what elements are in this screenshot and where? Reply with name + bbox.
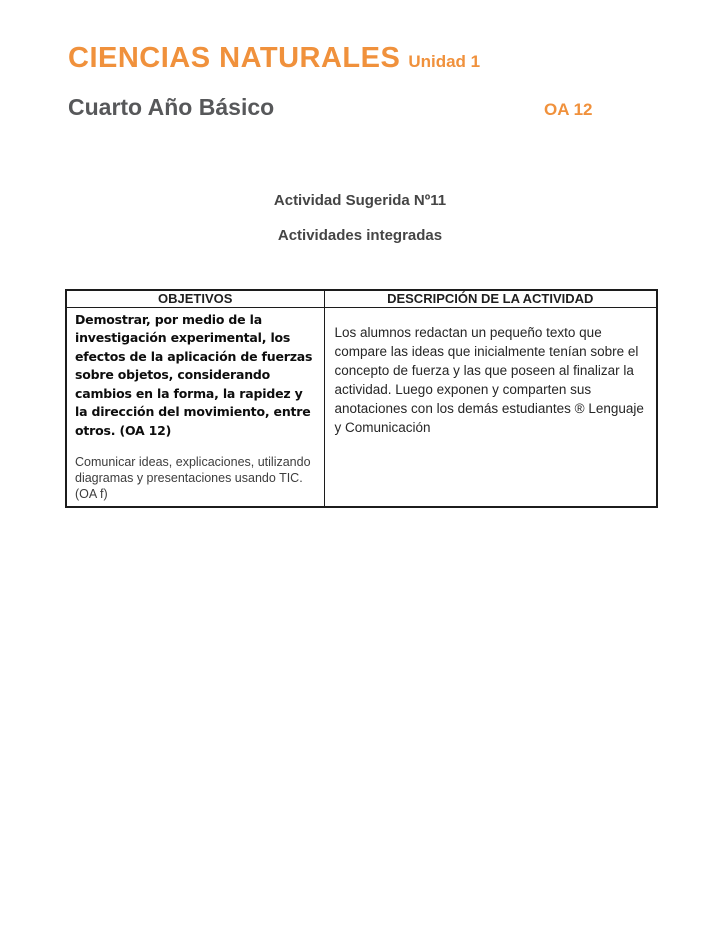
document-header <box>68 42 480 75</box>
table-body-row <box>66 307 657 507</box>
column-header-descripcion: DESCRIPCIÓN DE LA ACTIVIDAD <box>324 290 657 307</box>
unit-label: Unidad 1 <box>408 52 481 71</box>
objectives-cell <box>66 307 324 507</box>
oa-badge: OA 12 <box>544 100 593 119</box>
description-text: Los alumnos redactan un pequeño texto que compare las ideas que inicialmente tenían sobre el concepto de fuerza y las que poseen al finalizar la actividad. Luego exponen y comparten sus anotaciones con los demás estudiantes ® Lenguaje y Comunicación <box>334 324 644 435</box>
activity-table <box>65 289 658 508</box>
activity-title: Actividad Sugerida Nº11 <box>273 192 447 209</box>
column-header-objetivos: OBJETIVOS <box>66 290 324 307</box>
course-title: CIENCIAS NATURALES <box>68 42 401 74</box>
activity-subtitle: Actividades integradas <box>277 227 443 244</box>
description-cell <box>324 307 657 507</box>
table-header-row <box>66 290 657 307</box>
objective-main-text: Demostrar, por medio de la investigación experimental, los efectos de la aplicación de fuerzas sobre objetos, considerando cambios en la forma, la rapidez y la dirección del movimiento, entre otros. (OA 12) <box>75 311 313 438</box>
grade-title: Cuarto Año Básico <box>68 94 275 120</box>
objective-secondary-text: Comunicar ideas, explicaciones, utilizando diagramas y presentaciones usando TIC. (OA f) <box>75 455 311 501</box>
